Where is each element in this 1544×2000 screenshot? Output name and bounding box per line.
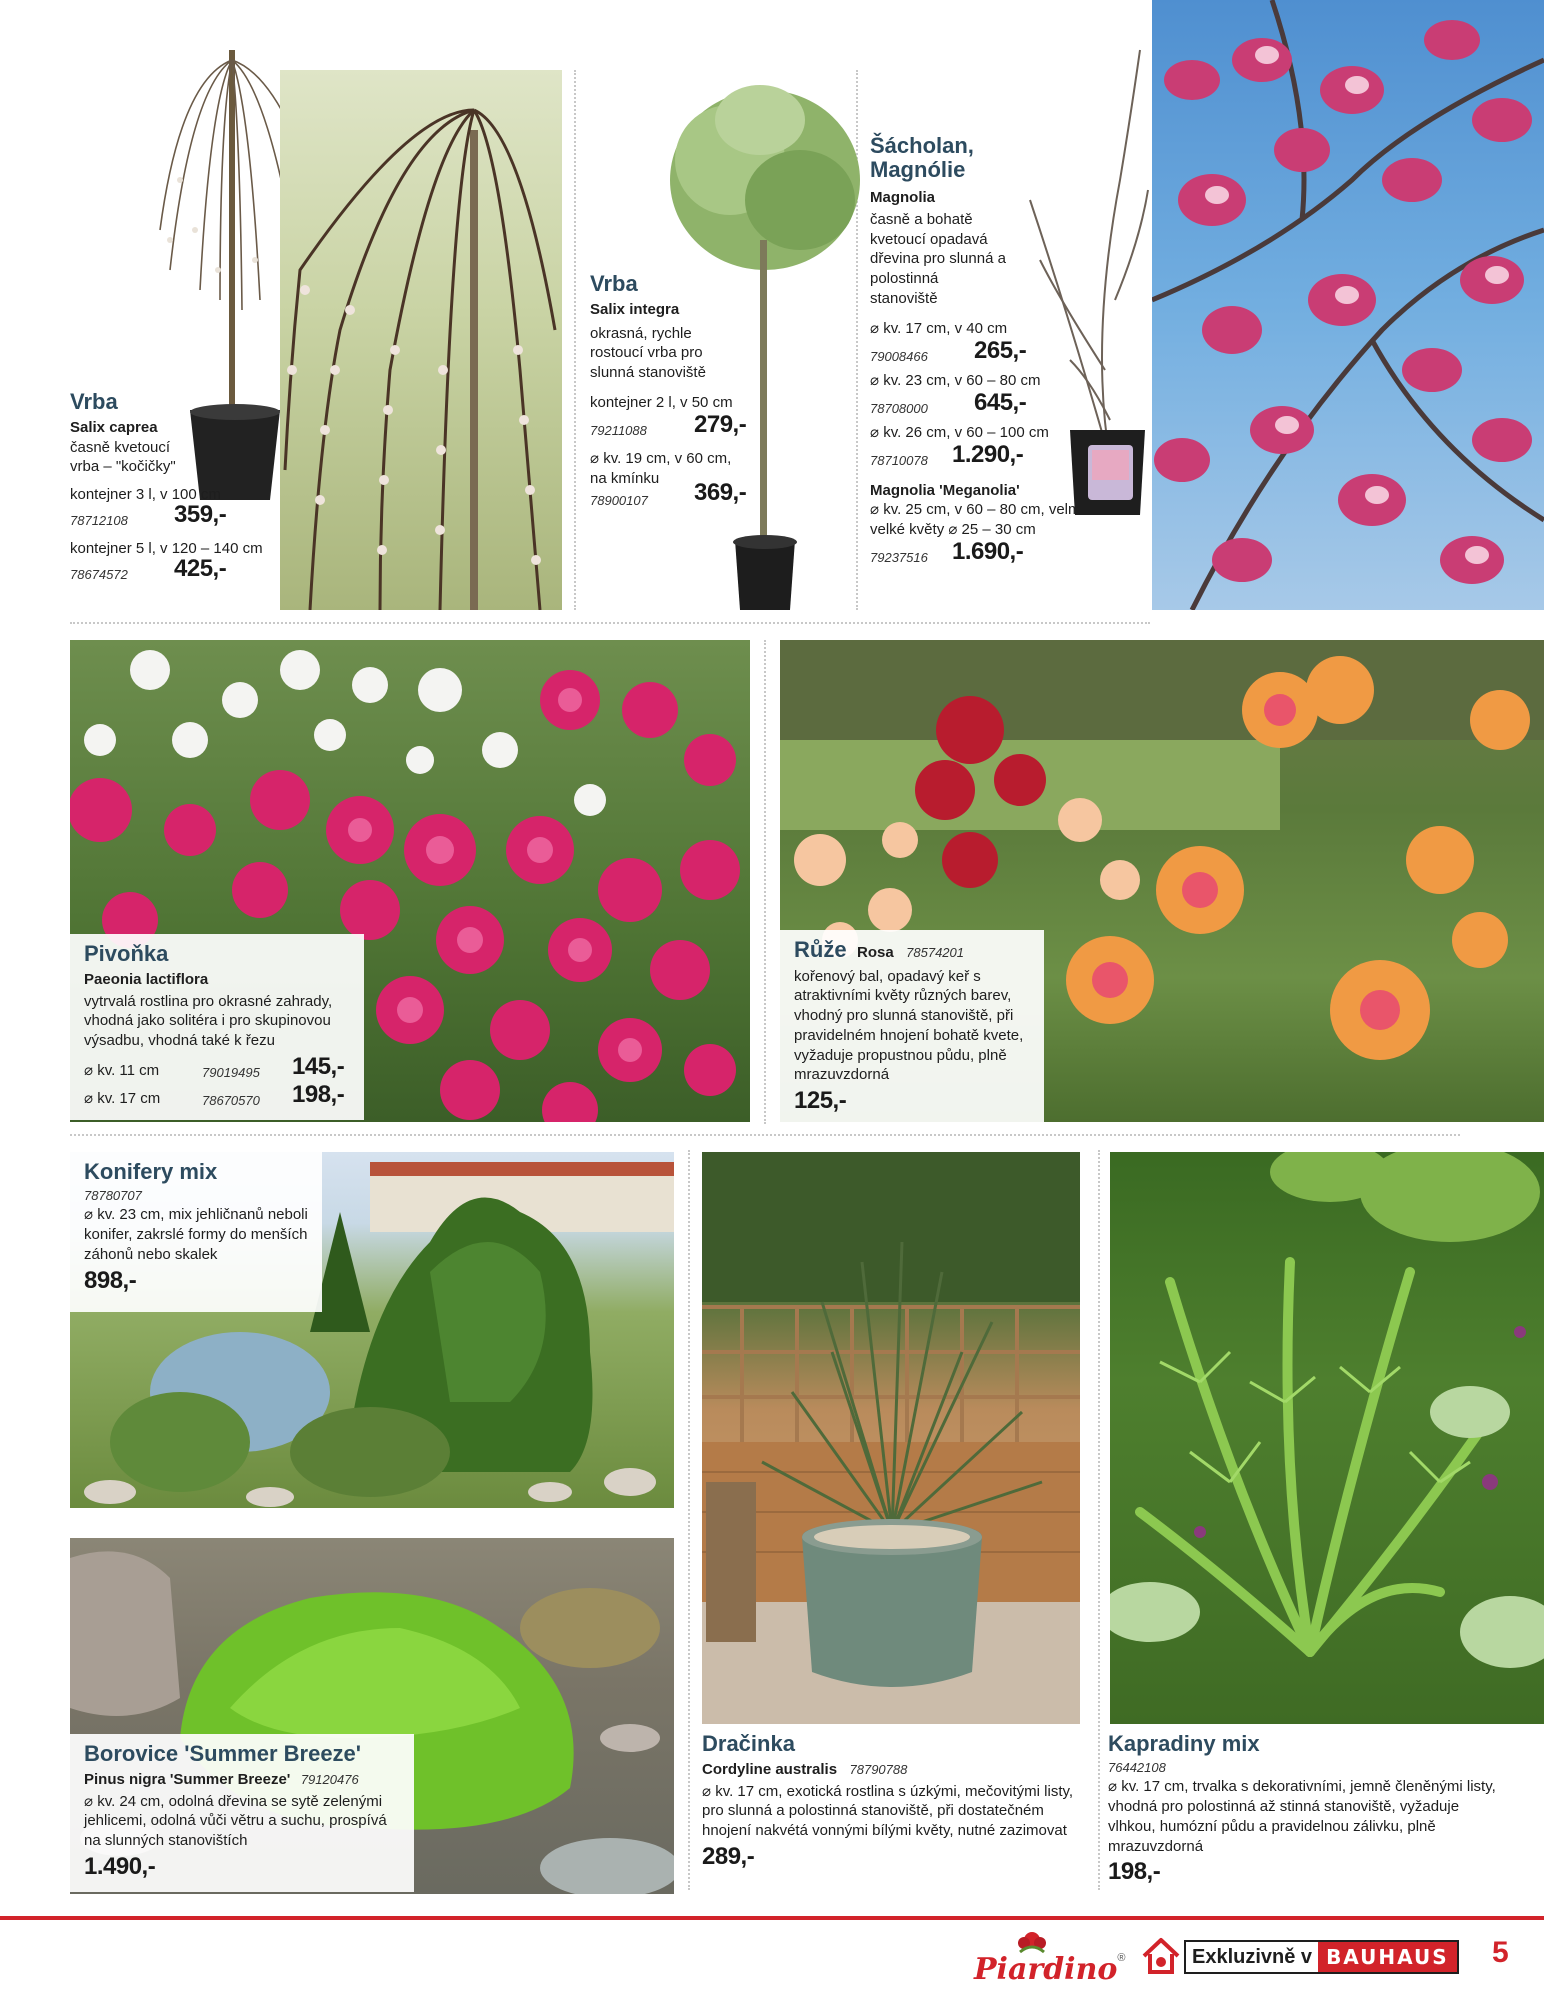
price: 198,- (292, 1081, 345, 1109)
variant-price-row (870, 388, 1110, 423)
product-title: Borovice 'Summer Breeze' (84, 1741, 362, 1766)
article-code: 79008466 (870, 348, 928, 364)
product-latin-name: Rosa (857, 944, 894, 961)
product-title: Pivoňka (84, 941, 169, 966)
product-description: okrasná, rychle rostoucí vrba pro slunná stanoviště (590, 324, 706, 382)
variant-price-row (70, 501, 280, 533)
brand-name: Piardino (974, 1952, 1118, 1987)
product-description: časně kvetoucí vrba – "kočičky" (70, 438, 176, 476)
article-code: 78900107 (590, 492, 648, 508)
price: 1.690,- (952, 537, 1024, 565)
exclusive-label: Exkluzivně v (1192, 1945, 1313, 1968)
divider (1098, 1150, 1100, 1890)
product-description: ⌀ kv. 24 cm, odolná dřevina se sytě zelenými jehlicemi, odolná vůči větru a suchu, prospívá na slunných stanovištích (84, 1792, 387, 1850)
product-latin-name: Magnolia (870, 189, 936, 207)
variant-price-row (870, 336, 1110, 371)
article-code: 79019495 (202, 1065, 260, 1081)
product-latin-name: Pinus nigra 'Summer Breeze' (84, 1771, 291, 1789)
product-title: Dračinka (702, 1731, 795, 1756)
article-code: 78708000 (870, 400, 928, 416)
article-code: 78674572 (70, 567, 128, 583)
article-code: 78670570 (202, 1093, 260, 1109)
product-description: ⌀ kv. 23 cm, mix jehličnanů neboli konifer, zakrslé formy do menších záhonů nebo skalek (84, 1206, 308, 1263)
product-latin-name: Paeonia lactiflora (84, 971, 209, 989)
price: 289,- (702, 1843, 755, 1871)
product-konifery (70, 1152, 322, 1312)
bauhaus-logo: BAUHAUS (1318, 1942, 1457, 1972)
divider (70, 622, 1150, 624)
product-kapradiny (1108, 1732, 1498, 1886)
price: 359,- (174, 501, 227, 529)
variant-price-row (870, 440, 1110, 475)
variant-price-row (590, 478, 780, 519)
page-number: 5 (1492, 1936, 1509, 1969)
price: 1.490,- (84, 1853, 156, 1881)
variant-price-row (590, 413, 780, 443)
product-vrba-caprea (70, 390, 280, 587)
product-title: Kapradiny mix (1108, 1731, 1260, 1756)
variant-label: ⌀ kv. 11 cm (84, 1062, 160, 1080)
product-latin-row (84, 1770, 400, 1790)
price: 645,- (974, 388, 1027, 416)
variant-price-row (84, 1081, 350, 1113)
product-vrba-integra (590, 272, 780, 519)
price: 1.290,- (952, 440, 1024, 468)
footer-line (0, 1916, 1544, 1920)
ferns-photo (1110, 1152, 1544, 1724)
variant-list (590, 393, 780, 519)
product-latin-row (702, 1760, 1086, 1780)
product-sub-description: ⌀ kv. 25 cm, v 60 – 80 cm, velmi velké květy ⌀ 25 – 30 cm (870, 501, 1084, 539)
product-title: Konifery mix (84, 1159, 218, 1184)
product-title: Vrba (70, 389, 118, 414)
product-description: ⌀ kv. 17 cm, exotická rostlina s úzkými, mečovitými listy, pro slunná a polostinná stanoviště, při dostatečném hnojení nakvétá vonnými bílými květy, nutné zazimovat (702, 1782, 1074, 1840)
divider (574, 70, 576, 610)
house-icon (1140, 1936, 1182, 1976)
price: 198,- (1108, 1858, 1161, 1886)
variant-label: ⌀ kv. 23 cm, v 60 – 80 cm (870, 371, 1041, 389)
magnolia-blossom-photo (1152, 0, 1544, 610)
divider (70, 1134, 1460, 1136)
variant-label: ⌀ kv. 19 cm, v 60 cm, na kmínku (590, 450, 732, 487)
variant-label: ⌀ kv. 26 cm, v 60 – 100 cm (870, 423, 1049, 441)
price: 898,- (84, 1266, 137, 1294)
price: 145,- (292, 1053, 345, 1081)
product-subtitle: Magnolia 'Meganolia' (870, 481, 1020, 499)
product-description: ⌀ kv. 17 cm, trvalka s dekorativními, jemně členěnými listy, vhodná pro polostinná až stinná stanoviště, vyžaduje vlhkou, humózní půdu a pravidelnou zálivku, plně mrazuvzdorná (1108, 1778, 1496, 1855)
article-code: 78790788 (849, 1762, 908, 1778)
product-dracinka (702, 1732, 1086, 1871)
price: 369,- (694, 478, 747, 506)
product-description: vytrvalá rostlina pro okrasné zahrady, vhodná jako solitéra i pro skupinovou výsadbu, vhodná také k řezu (84, 992, 333, 1050)
article-code: 79237516 (870, 549, 928, 565)
article-code: 76442108 (1108, 1760, 1166, 1776)
article-code: 78710078 (870, 452, 928, 468)
price: 279,- (694, 411, 747, 439)
willow-catkins-photo (280, 70, 562, 610)
divider (688, 1150, 690, 1890)
product-title: Růže (794, 937, 847, 962)
price: 425,- (174, 555, 227, 583)
variant-label: kontejner 3 l, v 100 cm (70, 486, 221, 504)
variant-label: ⌀ kv. 17 cm, v 40 cm (870, 319, 1008, 337)
product-title: Šácholan, Magnólie (870, 133, 974, 183)
product-pivonka (70, 934, 364, 1120)
article-code: 78574201 (906, 945, 964, 960)
variant-list (70, 485, 280, 587)
variant-label: kontejner 5 l, v 120 – 140 cm (70, 540, 263, 558)
piardino-wordmark (974, 1952, 1126, 1987)
product-ruze (780, 930, 1044, 1122)
article-code: 79120476 (300, 1772, 359, 1788)
variant-label: kontejner 2 l, v 50 cm (590, 394, 733, 412)
divider (764, 640, 766, 1124)
product-description: kořenový bal, opadavý keř s atraktivními květy různých barev, vhodný pro slunná stanoviště, při pravidelném hnojení bohatě kvete, vyžaduje propustnou půdu, plně mrazuvzdorná (794, 967, 1024, 1084)
piardino-logo (974, 1930, 1126, 1990)
price: 125,- (794, 1087, 847, 1115)
product-latin-name: Cordyline australis (702, 1761, 838, 1779)
product-borovice (70, 1734, 414, 1892)
variant-label: ⌀ kv. 17 cm (84, 1090, 161, 1108)
product-title: Vrba (590, 271, 638, 296)
product-description: časně a bohatě kvetoucí opadavá dřevina pro slunná a polostinná stanoviště (870, 210, 1006, 308)
variant-list (870, 319, 1110, 475)
article-code: 78780707 (84, 1188, 142, 1204)
exclusive-frame (1184, 1940, 1459, 1974)
product-latin-name: Salix caprea (70, 419, 158, 437)
article-code: 79211088 (590, 423, 647, 439)
variant-price-row (70, 555, 280, 587)
product-magnolie (870, 134, 1110, 572)
cordyline-photo (702, 1152, 1080, 1724)
article-code: 78712108 (70, 513, 128, 529)
product-latin-name: Salix integra (590, 301, 680, 319)
variant-price-row (870, 537, 1110, 572)
registered-mark: ® (1117, 1952, 1126, 1964)
product-title-row (794, 938, 1030, 963)
price: 265,- (974, 336, 1027, 364)
